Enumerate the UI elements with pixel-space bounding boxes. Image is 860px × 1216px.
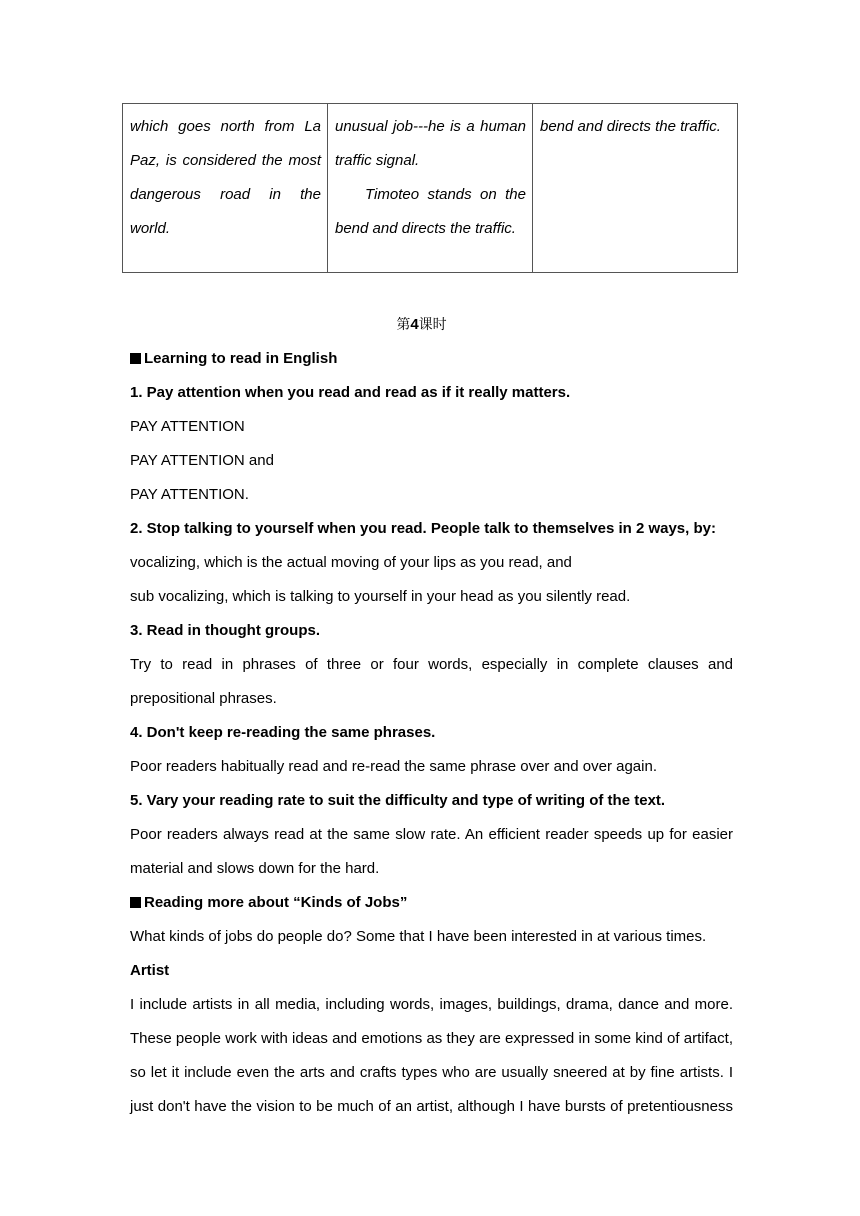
cell-line: dangerous road in the	[130, 186, 321, 203]
tip-title: 3. Read in thought groups.	[130, 622, 320, 639]
table-cell-2	[328, 104, 533, 273]
continued-table	[122, 103, 738, 273]
lesson-suffix: 课时	[418, 317, 447, 333]
tip-body: Try to read in phrases of three or four words, especially in complete clauses and	[130, 656, 733, 673]
section-intro: What kinds of jobs do people do? Some that I have been interested in at various times.	[130, 928, 707, 945]
paragraph-line: I include artists in all media, including words, images, buildings, drama, dance and more.	[130, 996, 733, 1013]
tip-title: 4. Don't keep re-reading the same phrases.	[130, 724, 436, 741]
tip-body: prepositional phrases.	[130, 690, 277, 707]
tip-body: Poor readers always read at the same slow rate. An efficient reader speeds up for easier	[130, 826, 733, 843]
paragraph-line: so let it include even the arts and crafts types who are usually sneered at by fine artists. I	[130, 1064, 733, 1081]
square-bullet-icon	[130, 353, 141, 364]
tip-body: Poor readers habitually read and re-read the same phrase over and over again.	[130, 758, 657, 775]
tip-title: 2. Stop talking to yourself when you read. People talk to themselves in 2 ways, by:	[130, 520, 716, 537]
square-bullet-icon	[130, 897, 141, 908]
cell-line: traffic signal.	[335, 152, 420, 169]
section-heading: Reading more about “Kinds of Jobs”	[130, 886, 733, 920]
section-heading: Learning to read in English	[130, 342, 733, 376]
table-cell-1	[123, 104, 328, 273]
cell-line: unusual job---he is a human	[335, 118, 526, 135]
lesson-number: 4	[410, 316, 419, 333]
tip-body: PAY ATTENTION	[130, 418, 245, 435]
subheading: Artist	[130, 962, 170, 979]
paragraph-line: just don't have the vision to be much of an artist, although I have bursts of pretentiousness	[130, 1098, 733, 1115]
cell-line: world.	[130, 220, 171, 237]
cell-line: bend and directs the traffic.	[540, 118, 721, 135]
table-cell-3	[533, 104, 738, 273]
tip-title: 1. Pay attention when you read and read as if it really matters.	[130, 384, 571, 401]
tip-body: vocalizing, which is the actual moving of your lips as you read, and	[130, 554, 572, 571]
paragraph-line: These people work with ideas and emotions as they are expressed in some kind of artifact,	[130, 1030, 733, 1047]
tip-title: 5. Vary your reading rate to suit the difficulty and type of writing of the text.	[130, 792, 666, 809]
cell-line: bend and directs the traffic.	[335, 220, 516, 237]
tip-body: material and slows down for the hard.	[130, 860, 380, 877]
tip-body: sub vocalizing, which is talking to yourself in your head as you silently read.	[130, 588, 631, 605]
lesson-prefix: 第	[396, 317, 411, 333]
tip-body: PAY ATTENTION and	[130, 452, 274, 469]
tip-body: PAY ATTENTION.	[130, 486, 249, 503]
table-row	[123, 104, 738, 273]
cell-line: Timoteo stands on the	[365, 186, 526, 203]
lesson-title	[130, 308, 733, 342]
cell-line: Paz, is considered the most	[130, 152, 321, 169]
cell-line: which goes north from La	[130, 118, 321, 135]
main-content	[130, 308, 733, 1124]
